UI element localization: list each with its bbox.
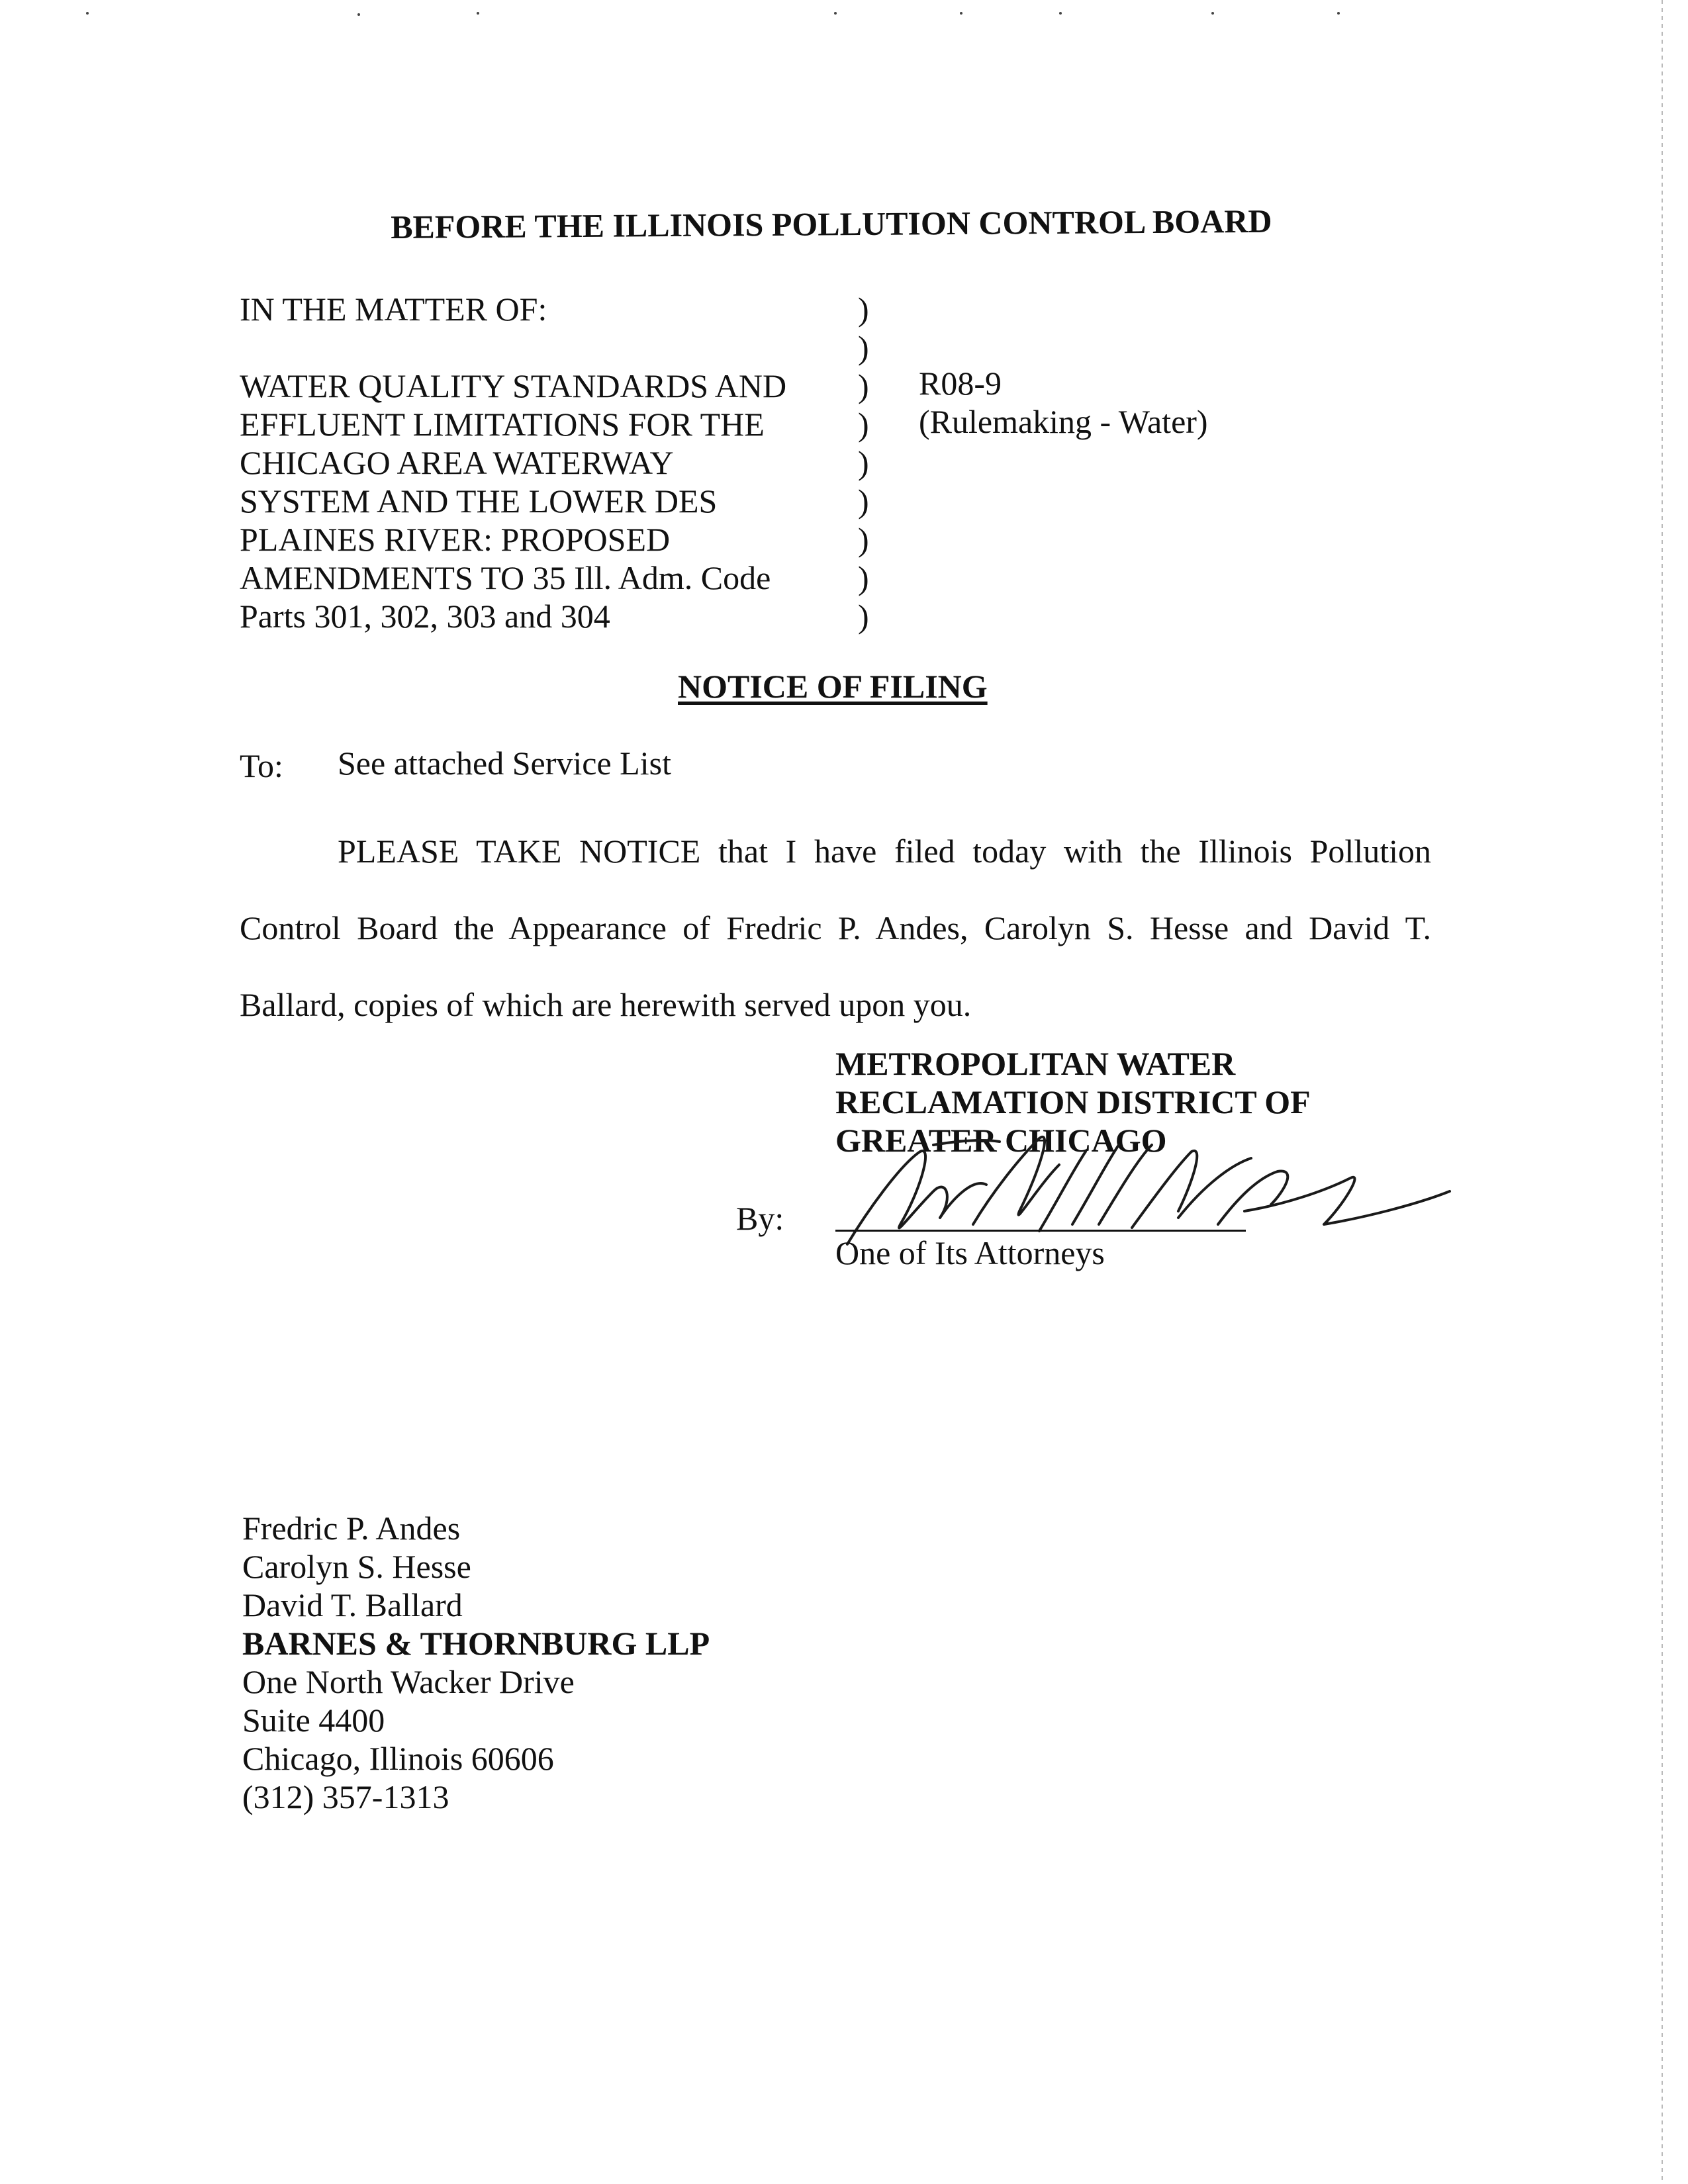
caption-title-line: PLAINES RIVER: PROPOSED	[240, 521, 671, 558]
caption-paren: )	[858, 559, 869, 596]
scan-speck	[1211, 12, 1214, 15]
docket-number: R08-9	[919, 365, 1002, 402]
scan-speck	[86, 12, 89, 15]
caption-title-line: EFFLUENT LIMITATIONS FOR THE	[240, 406, 765, 443]
signature-line	[835, 1230, 1246, 1232]
caption-paren: )	[858, 329, 869, 366]
signer-caption: One of Its Attorneys	[835, 1234, 1105, 1271]
attorney-address-block	[242, 1509, 710, 1816]
caption-title-line: AMENDMENTS TO 35 Ill. Adm. Code	[240, 559, 771, 596]
caption-paren: )	[858, 521, 869, 558]
scan-speck	[357, 13, 360, 16]
caption-paren: )	[858, 482, 869, 520]
docket-info	[919, 364, 1208, 441]
suite-number: Suite 4400	[242, 1702, 385, 1739]
to-value: See attached Service List	[338, 745, 671, 782]
case-caption	[240, 290, 835, 635]
caption-paren: )	[858, 291, 869, 328]
attorney-name: Carolyn S. Hesse	[242, 1548, 471, 1585]
scan-speck	[834, 12, 837, 15]
law-firm-name: BARNES & THORNBURG LLP	[242, 1625, 710, 1662]
notice-body: PLEASE TAKE NOTICE that I have filed today with the Illinois Pollution Control Board the Appearance of Fredric P. Andes, Carolyn S. Hesse and David T. Ballard, copies of which are herewith served upon you.	[240, 833, 1431, 1023]
attorney-name: David T. Ballard	[242, 1586, 463, 1623]
scan-speck	[960, 12, 962, 15]
scan-speck	[1059, 12, 1062, 15]
court-heading: BEFORE THE ILLINOIS POLLUTION CONTROL BOARD	[391, 202, 1272, 246]
city-state-zip: Chicago, Illinois 60606	[242, 1740, 554, 1777]
scan-speck	[1337, 12, 1340, 15]
caption-title-line: CHICAGO AREA WATERWAY	[240, 444, 674, 481]
by-label: By:	[736, 1200, 784, 1237]
caption-paren: )	[858, 444, 869, 481]
caption-title-line: Parts 301, 302, 303 and 304	[240, 598, 610, 635]
scan-edge-artifact	[1662, 0, 1663, 2184]
caption-title-line: SYSTEM AND THE LOWER DES	[240, 482, 718, 520]
scan-speck	[477, 12, 479, 15]
org-line: RECLAMATION DISTRICT OF	[835, 1083, 1311, 1120]
notice-title: NOTICE OF FILING	[678, 668, 988, 705]
caption-title-line: WATER QUALITY STANDARDS AND	[240, 367, 787, 404]
phone-number: (312) 357-1313	[242, 1778, 449, 1815]
matter-label: IN THE MATTER OF:	[240, 291, 547, 328]
to-label: To:	[240, 747, 283, 784]
street-address: One North Wacker Drive	[242, 1663, 575, 1700]
org-line: METROPOLITAN WATER	[835, 1045, 1236, 1082]
caption-paren: )	[858, 406, 869, 443]
org-line: GREATER CHICAGO	[835, 1122, 1167, 1159]
caption-paren: )	[858, 598, 869, 635]
caption-gap	[240, 328, 835, 367]
attorney-name: Fredric P. Andes	[242, 1510, 461, 1547]
docket-type: (Rulemaking - Water)	[919, 403, 1208, 440]
caption-parens-column	[858, 290, 869, 635]
caption-paren: )	[858, 367, 869, 404]
